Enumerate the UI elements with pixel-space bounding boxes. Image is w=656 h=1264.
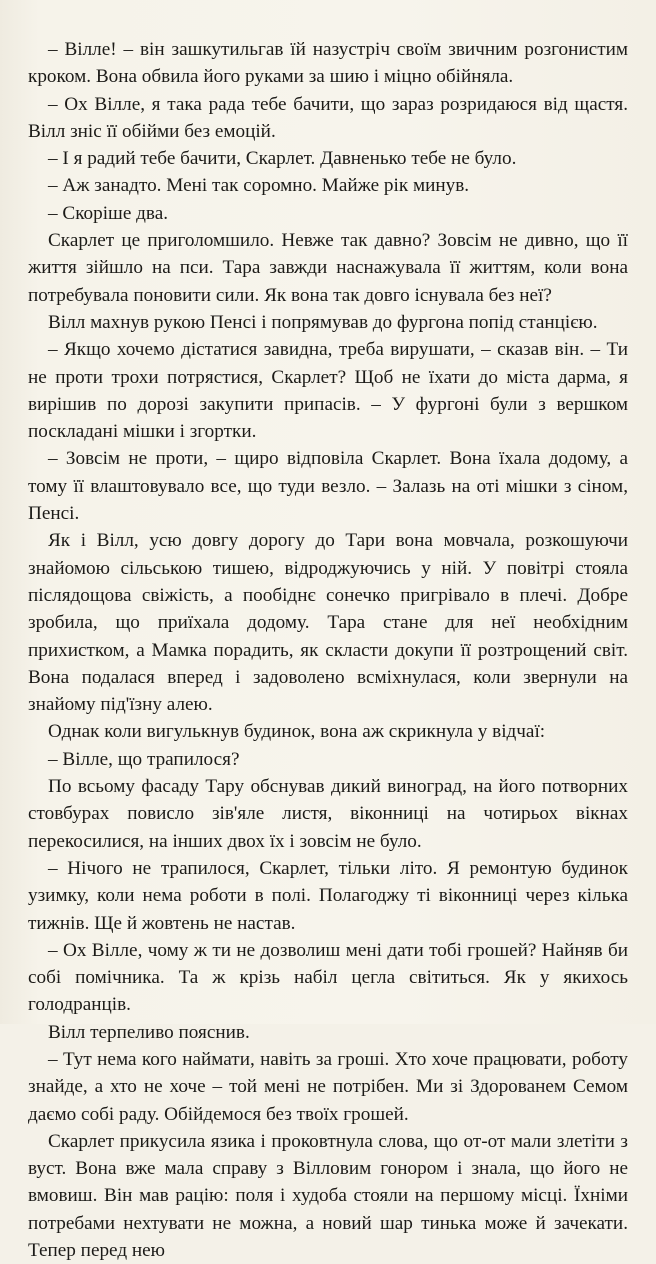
paragraph: – Тут нема кого наймати, навіть за гроші. Хто хоче працювати, роботу знайде, а хто не хоче – той мені не потрібен. Ми зі Здорованем Семом даємо собі раду. Обійдемося без твоїх грошей. <box>28 1048 628 1125</box>
paragraph: – Нічого не трапилося, Скарлет, тільки літо. Я ремонтую будинок узимку, коли нема роботи в полі. Полагоджу ті віконниці через кілька тижнів. Ще й жовтень не настав. <box>28 857 628 934</box>
paragraph: – Вілле! – він зашкутильгав їй назустріч своїм звичним розгонистим кроком. Вона обвила його руками за шию і міцно обійняла. <box>28 39 628 88</box>
paragraph: – Ох Вілле, я така рада тебе бачити, що зараз розридаюся від щастя. Вілл зніс її обійми без емоцій. <box>28 93 628 142</box>
paragraph: – І я радий тебе бачити, Скарлет. Давненько тебе не було. <box>48 148 517 170</box>
paragraph: Скарлет прикусила язика і проковтнула слова, що от-от мали злетіти з вуст. Вона вже мала справу з Вілловим гонором і знала, що його не вмовиш. Він мав рацію: поля і худоба стояли на першому місці. Їхніми потребами нехтувати не можна, а новий шар тинька може й зачекати. Тепер перед нею <box>28 1130 628 1262</box>
paragraph: – Ох Вілле, чому ж ти не дозволиш мені дати тобі грошей? Найняв би собі помічника. Та ж крізь набіл цегла світиться. Як у якихось голодранців. <box>28 939 628 1016</box>
page-text <box>28 36 628 1264</box>
paragraph: Скарлет це приголомшило. Невже так давно? Зовсім не дивно, що її життя зійшло на пси. Тара завжди наснажувала її життям, коли вона потребувала поновити сили. Як вона так довго існувала без неї? <box>28 230 628 306</box>
paragraph: – Аж занадто. Мені так соромно. Майже рік минув. <box>48 175 470 197</box>
paragraph: – Скоріше два. <box>48 202 169 224</box>
paragraph: По всьому фасаду Тару обснував дикий виноград, на його потворних стовбурах повисло зів'яле листя, віконниці на чотирьох вікнах перекосилися, на інших двох їх і зовсім не було. <box>28 776 628 852</box>
paragraph: – Якщо хочемо дістатися завидна, треба вирушати, – сказав він. – Ти не проти трохи потрястися, Скарлет? Щоб не їхати до міста дарма, я вирішив по дорозі закупити припасів. – У фургоні були з вершком поскладані мішки і згортки. <box>28 339 628 443</box>
paragraph: – Зовсім не проти, – щиро відповіла Скарлет. Вона їхала додому, а тому її влаштовувало все, що туди везло. – Залазь на оті мішки з сіном, Пенсі. <box>28 448 628 525</box>
paragraph: – Вілле, що трапилося? <box>48 748 240 770</box>
paragraph: Однак коли вигулькнув будинок, вона аж скрикнула у відчаї: <box>48 721 546 743</box>
paragraph: Як і Вілл, усю довгу дорогу до Тари вона мовчала, розкошуючи знайомою сільською тишею, відроджуючись у ній. У повітрі стояла післядощова свіжість, а пообіднє сонечко пригрівало в плечі. Добре зробила, що приїхала додому. Тара стане для неї необхідним прихистком, а Мамка порадить, як скласти докупи її розтрощений світ. Вона подалася вперед і задоволено всміхнулася, коли звернули на знайому під'їзну алею. <box>28 530 628 716</box>
paragraph: Вілл махнув рукою Пенсі і попрямував до фургона попід станцією. <box>48 311 598 333</box>
paragraph: Вілл терпеливо пояснив. <box>48 1021 250 1043</box>
